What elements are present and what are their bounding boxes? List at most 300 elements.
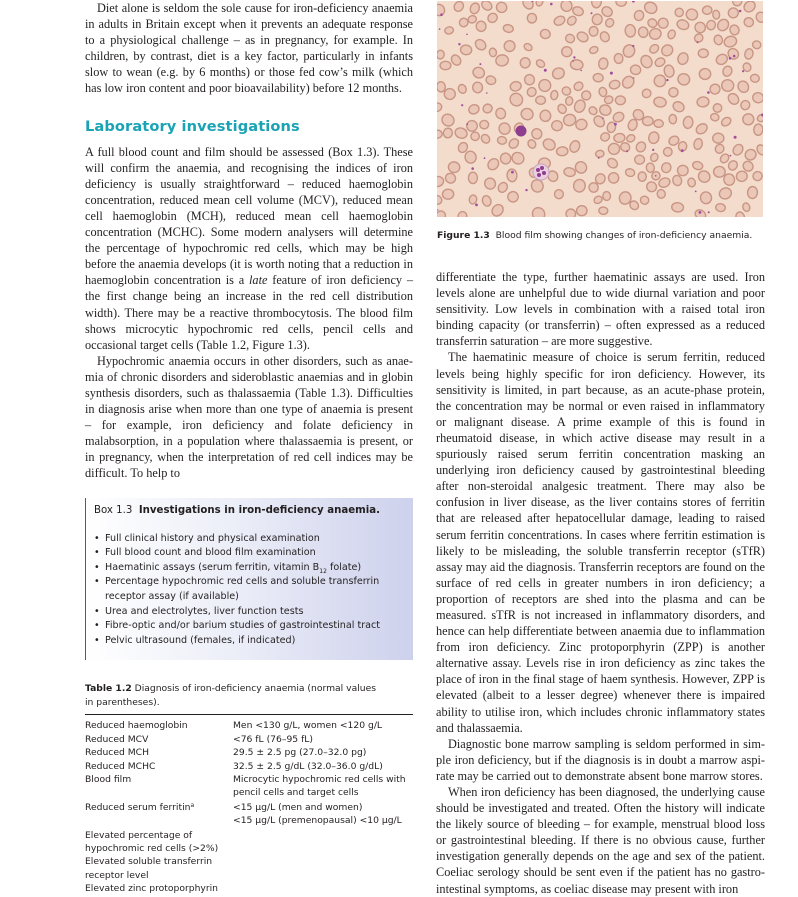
red-cell bbox=[598, 86, 608, 97]
red-cell bbox=[731, 143, 745, 157]
platelet bbox=[614, 123, 617, 126]
red-cell bbox=[608, 143, 621, 155]
red-cell bbox=[606, 156, 620, 169]
table-row bbox=[85, 733, 413, 746]
red-cell bbox=[639, 54, 654, 70]
red-cell bbox=[660, 161, 672, 174]
platelet bbox=[486, 92, 488, 94]
figure-label: Figure 1.3 bbox=[437, 230, 490, 241]
red-cell bbox=[553, 14, 567, 27]
figure-caption bbox=[437, 229, 765, 242]
box-list-item: • Pelvic ultrasound (females, if indicated) bbox=[94, 634, 405, 649]
red-cell bbox=[646, 163, 655, 173]
red-cell bbox=[642, 89, 652, 99]
red-cell bbox=[496, 181, 509, 194]
red-cell bbox=[728, 24, 740, 37]
platelet bbox=[437, 209, 438, 210]
platelet bbox=[475, 204, 478, 207]
platelet bbox=[734, 136, 737, 139]
red-cell bbox=[720, 116, 733, 128]
red-cell bbox=[577, 206, 587, 216]
red-cell bbox=[615, 95, 626, 105]
red-cell bbox=[741, 112, 757, 128]
red-cell bbox=[486, 157, 501, 172]
platelet bbox=[479, 63, 481, 65]
platelet bbox=[511, 171, 514, 174]
red-cell bbox=[452, 1, 465, 13]
red-cell bbox=[702, 6, 712, 15]
platelet bbox=[707, 91, 710, 94]
red-cell bbox=[676, 18, 690, 31]
red-cell bbox=[480, 120, 489, 129]
red-cell bbox=[444, 172, 457, 185]
table-label: Table 1.2 bbox=[85, 683, 132, 695]
red-cell bbox=[454, 126, 469, 140]
red-cell bbox=[526, 86, 538, 98]
table-cell-parameter: Blood film bbox=[85, 773, 132, 785]
platelet bbox=[458, 43, 460, 45]
red-cell bbox=[563, 167, 576, 178]
table-cell-value: Men <130 g/L, women <120 g/L bbox=[233, 720, 383, 732]
red-cell bbox=[612, 111, 626, 124]
red-cell bbox=[437, 176, 444, 188]
platelet bbox=[730, 155, 732, 157]
red-cell bbox=[519, 57, 530, 69]
red-cell bbox=[495, 1, 509, 14]
table-caption bbox=[85, 682, 385, 710]
red-cell bbox=[571, 5, 584, 17]
platelet bbox=[699, 211, 702, 214]
neutrophil-nucleus-lobe bbox=[540, 166, 544, 170]
red-cell bbox=[693, 20, 708, 35]
table-cell-value bbox=[233, 801, 413, 828]
table-row bbox=[85, 773, 413, 800]
table-cell-parameter: Reduced MCH bbox=[85, 747, 149, 759]
red-cell bbox=[530, 178, 545, 194]
red-cell bbox=[607, 171, 620, 184]
red-cell bbox=[696, 96, 709, 107]
red-cell bbox=[447, 161, 460, 174]
red-cell bbox=[467, 15, 477, 25]
red-cell bbox=[550, 90, 559, 100]
red-cell bbox=[692, 160, 704, 170]
platelet bbox=[681, 149, 684, 152]
red-cell bbox=[646, 17, 658, 29]
platelet bbox=[602, 117, 604, 119]
platelet bbox=[461, 104, 463, 106]
platelet bbox=[572, 60, 574, 62]
red-cell bbox=[556, 146, 568, 156]
red-cell bbox=[742, 202, 751, 212]
red-cell bbox=[752, 92, 763, 104]
red-cell bbox=[593, 73, 604, 82]
red-cell bbox=[481, 103, 493, 115]
red-cell bbox=[457, 83, 468, 94]
table-cell-parameter bbox=[85, 801, 227, 828]
red-cell bbox=[554, 189, 564, 199]
red-cell bbox=[752, 40, 762, 49]
red-cell bbox=[510, 150, 526, 166]
red-cell bbox=[643, 1, 659, 16]
red-cell bbox=[494, 107, 507, 120]
red-cell bbox=[710, 113, 720, 122]
neutrophil-nucleus-lobe bbox=[536, 168, 540, 172]
table-row bbox=[85, 746, 413, 759]
platelet bbox=[652, 149, 654, 151]
red-cell bbox=[523, 73, 536, 86]
figure-caption-text: Blood film showing changes of iron-deficiency anaemia. bbox=[495, 230, 753, 241]
box-list-item: • Urea and electrolytes, liver function tests bbox=[94, 605, 405, 620]
box-list bbox=[94, 532, 405, 649]
red-cell bbox=[437, 102, 443, 113]
red-cell bbox=[535, 96, 545, 105]
red-cell bbox=[619, 141, 631, 153]
box-list-item: • Percentage hypochromic red cells and soluble transferrin receptor assay (if available) bbox=[94, 575, 405, 604]
red-cell bbox=[437, 209, 447, 217]
red-cell bbox=[572, 80, 584, 92]
red-cell bbox=[674, 7, 684, 17]
red-cell bbox=[683, 116, 694, 129]
right-column bbox=[436, 0, 765, 897]
neutrophil-nucleus-lobe bbox=[542, 171, 546, 175]
table-caption-text: Diagnosis of iron-deficiency anaemia (normal values in parentheses). bbox=[85, 683, 377, 709]
red-cell bbox=[676, 72, 691, 87]
red-cell bbox=[472, 82, 482, 93]
red-cell bbox=[649, 152, 659, 163]
platelet bbox=[440, 13, 443, 16]
red-cell bbox=[561, 85, 572, 96]
red-cell bbox=[620, 74, 636, 90]
table-cell-parameter: Elevated soluble transferrin receptor level bbox=[85, 856, 213, 881]
red-cell bbox=[473, 37, 488, 52]
platelet bbox=[525, 189, 527, 191]
red-cell bbox=[635, 155, 645, 164]
red-cell bbox=[693, 32, 704, 43]
red-cell bbox=[575, 118, 589, 131]
red-cell bbox=[486, 11, 499, 24]
table-cell-parameter: Elevated percentage of hypochromic red cells (>2%) bbox=[85, 829, 219, 854]
platelet bbox=[573, 56, 575, 58]
red-cell bbox=[592, 114, 607, 129]
box-item-suffix: folate) bbox=[326, 561, 362, 573]
red-cell bbox=[442, 189, 454, 200]
red-cell bbox=[521, 1, 535, 11]
red-cell bbox=[480, 133, 492, 145]
red-cell bbox=[551, 120, 563, 132]
platelet bbox=[466, 34, 468, 36]
red-cell bbox=[573, 179, 586, 193]
red-cell bbox=[551, 66, 567, 81]
red-cell bbox=[706, 19, 717, 31]
red-cell bbox=[600, 5, 614, 19]
red-cell bbox=[509, 80, 522, 92]
red-cell bbox=[685, 8, 699, 22]
red-cell bbox=[743, 147, 758, 162]
red-cell bbox=[721, 65, 733, 78]
red-cell bbox=[630, 65, 641, 76]
red-cell bbox=[626, 133, 637, 143]
platelet bbox=[739, 10, 742, 13]
red-cell bbox=[506, 190, 521, 205]
table-row bbox=[85, 801, 413, 828]
red-cell bbox=[469, 194, 478, 204]
box-list-item: • Fibre-optic and/or barium studies of gastrointestinal tract bbox=[94, 619, 405, 634]
red-cell bbox=[736, 79, 751, 94]
platelet bbox=[697, 41, 699, 43]
footnote-marker: a bbox=[190, 801, 195, 809]
red-cell bbox=[530, 127, 543, 141]
lymphocyte bbox=[516, 126, 527, 137]
box-list-item-haematinic bbox=[94, 561, 405, 576]
red-cell bbox=[444, 26, 454, 35]
box-list-item: • Full blood count and blood film examination bbox=[94, 546, 405, 561]
red-cell bbox=[671, 100, 686, 114]
lab-paragraph-part-a: A full blood count and film should be assessed (Box 1.3). These will confirm the anaemia, and recognising the indices of iron deficiency is usually straightforward – reduced haemoglobin concentration, reduced mean cell volume (MCV), reduced mean cell haemoglobin (MCH), reduced mean cell haemoglobin concentration (MCHC). Some modern analysers will determine the percentage of hypochromic red cells, which may be high before the anaemia develops (it is worth noting that a reduction in haemoglobin concentration is a bbox=[85, 144, 413, 288]
red-cell bbox=[460, 44, 472, 55]
table-cell-value-line1: <15 µg/L (men and women) bbox=[233, 801, 363, 813]
red-cell bbox=[715, 203, 725, 212]
red-cell bbox=[457, 210, 468, 217]
red-cell bbox=[754, 11, 763, 24]
red-cell bbox=[676, 51, 690, 66]
hypochromic-paragraph: Hypochromic anaemia occurs in other disorders, such as anaemia of chronic disorders and sideroblastic anaemias and in globin synthesis disorders, such as thalassaemia (Table 1.3). Difficulties in diagnosis arise when more than one type of anaemia is present – for example, iron deficiency and folate deficiency in malabsorption, in a population where thalassaemia is present, or in pregnancy, when the interpretation of red cell indices may be difficult. To help to bbox=[85, 353, 413, 481]
red-cell bbox=[648, 131, 661, 145]
platelet bbox=[471, 167, 474, 170]
table-row bbox=[85, 719, 413, 732]
red-cell bbox=[520, 107, 535, 121]
table-top-rule bbox=[85, 714, 413, 715]
lab-paragraph-italic: late bbox=[249, 273, 268, 288]
platelet bbox=[484, 157, 486, 159]
red-cell bbox=[588, 182, 598, 192]
red-cell bbox=[667, 29, 677, 40]
red-cell bbox=[437, 194, 443, 205]
platelet bbox=[598, 157, 600, 159]
red-cell bbox=[537, 77, 553, 93]
lab-paragraph-part-b: feature of iron deficiency – the first change being an increase in the red cell distribution width). There may be a reactive thrombocytosis. The blood film shows microcytic hypochromic red cells, pencil cells and occasional target cells (Table 1.2, Figure 1.3). bbox=[85, 273, 413, 352]
platelet bbox=[591, 12, 593, 14]
red-cell bbox=[712, 10, 720, 20]
red-cell bbox=[638, 172, 646, 182]
red-cell bbox=[599, 131, 611, 142]
red-cell bbox=[562, 47, 573, 57]
cause-paragraph: When iron deficiency has been diagnosed, the underlying cause should be investigated and treated. Often the history will indicate the likely source of bleeding – for example, menstrual blood loss or gastrointestinal bleeding. If there is no obvious cause, further investigation generally depends on the age and sex of the patient. Coeliac serology should be sent even if the patient has no gastrointestinal symptoms, as coeliac disease may present with iron bbox=[436, 785, 765, 896]
red-cell bbox=[751, 170, 763, 182]
platelet bbox=[544, 69, 547, 72]
red-cell bbox=[497, 136, 507, 145]
platelet bbox=[655, 175, 657, 177]
red-cell bbox=[564, 207, 578, 217]
red-cell bbox=[489, 47, 498, 57]
red-cell bbox=[614, 53, 623, 64]
red-cell bbox=[653, 96, 667, 108]
red-cell bbox=[718, 186, 734, 201]
red-cell bbox=[735, 170, 748, 182]
red-cell bbox=[507, 91, 525, 109]
box-label: Box 1.3 bbox=[94, 504, 133, 516]
red-cell bbox=[467, 103, 480, 115]
red-cell bbox=[663, 64, 675, 78]
red-cell bbox=[523, 42, 534, 52]
red-cell bbox=[711, 102, 723, 114]
lab-investigations-paragraph bbox=[85, 144, 413, 353]
red-cell bbox=[503, 40, 515, 52]
red-cell bbox=[527, 13, 536, 23]
box-list-item: • Full clinical history and physical examination bbox=[94, 532, 405, 547]
platelet bbox=[466, 123, 468, 125]
box-title bbox=[94, 504, 405, 518]
red-cell bbox=[634, 140, 647, 153]
red-cell bbox=[440, 112, 457, 129]
red-cell bbox=[540, 29, 552, 40]
red-cell bbox=[591, 13, 604, 26]
red-cell bbox=[595, 150, 604, 158]
red-cell bbox=[598, 103, 612, 116]
red-cell bbox=[530, 205, 547, 217]
platelet bbox=[610, 72, 613, 75]
red-cell bbox=[750, 74, 760, 83]
red-cell bbox=[714, 52, 729, 66]
red-cell bbox=[466, 120, 478, 132]
intro-paragraph: Diet alone is seldom the sole cause for iron-deficiency anaemia in adults in Britain except when it prevents an adequate response to a physiological challenge – as in pregnancy, for example. In children, by contrast, diet is a key factor, particularly in infants slow to wean (e.g. by 6 months) or those fed cow’s milk (which has low iron content and poor bioavailability) before 12 months. bbox=[85, 1, 413, 96]
red-cell bbox=[648, 27, 662, 41]
red-cell bbox=[469, 130, 481, 142]
table-cell-value-line2: <15 µg/L (premenopausal) <10 µg/L bbox=[233, 815, 402, 827]
red-cell bbox=[598, 58, 608, 70]
platelet bbox=[708, 211, 710, 213]
blood-film-figure bbox=[437, 1, 763, 217]
red-cell bbox=[727, 6, 740, 19]
platelet bbox=[632, 1, 635, 3]
red-cell bbox=[656, 189, 666, 199]
red-cell bbox=[437, 81, 446, 92]
red-cell bbox=[589, 26, 599, 37]
red-cell bbox=[727, 159, 739, 172]
table-row bbox=[85, 855, 413, 882]
diagnosis-table bbox=[85, 719, 413, 895]
red-cell bbox=[468, 172, 477, 184]
table-cell-parameter-text: Reduced serum ferritin bbox=[85, 801, 191, 813]
platelet bbox=[626, 150, 628, 152]
red-cell bbox=[657, 17, 670, 30]
red-cell bbox=[671, 202, 684, 212]
left-column bbox=[85, 0, 413, 896]
platelet bbox=[729, 57, 732, 60]
red-cell bbox=[621, 43, 636, 59]
red-cell bbox=[464, 150, 477, 164]
red-cell bbox=[642, 116, 653, 125]
red-cell bbox=[726, 46, 741, 61]
red-cell bbox=[677, 165, 688, 176]
red-cell bbox=[443, 128, 453, 139]
red-cell bbox=[613, 133, 625, 143]
red-cell bbox=[753, 124, 763, 136]
table-cell-value: 32.5 ± 2.5 g/dL (32.0–36.0 g/dL) bbox=[233, 760, 383, 772]
red-cell bbox=[726, 91, 741, 106]
table-row bbox=[85, 882, 413, 895]
red-cell bbox=[744, 48, 754, 60]
red-cell bbox=[693, 138, 703, 151]
red-cell bbox=[659, 43, 674, 58]
right-column-text bbox=[436, 269, 765, 897]
red-cell bbox=[593, 195, 604, 205]
red-cell bbox=[535, 58, 546, 69]
table-row bbox=[85, 829, 413, 856]
red-cell bbox=[566, 15, 578, 27]
platelet bbox=[666, 79, 668, 81]
red-cell bbox=[573, 98, 588, 114]
section-heading-laboratory-investigations: Laboratory investigations bbox=[85, 117, 300, 135]
red-cell bbox=[713, 133, 724, 143]
red-cell bbox=[495, 54, 509, 67]
neutrophil-nucleus-lobe bbox=[537, 173, 541, 177]
red-cell bbox=[743, 17, 755, 28]
red-cell bbox=[713, 34, 723, 45]
red-cell bbox=[598, 207, 608, 215]
red-cell bbox=[591, 1, 602, 8]
red-cell bbox=[437, 50, 445, 60]
red-cell bbox=[541, 137, 557, 152]
box-heading: Investigations in iron-deficiency anaemia. bbox=[138, 504, 381, 516]
platelet bbox=[580, 70, 582, 72]
red-cell bbox=[698, 49, 708, 58]
red-cell bbox=[687, 177, 696, 187]
red-cell bbox=[499, 152, 512, 165]
red-cell bbox=[708, 83, 721, 96]
red-cell bbox=[475, 20, 487, 33]
red-cell bbox=[719, 152, 731, 164]
platelet bbox=[742, 70, 744, 72]
red-cell bbox=[437, 129, 443, 138]
red-cell bbox=[507, 137, 520, 150]
ferritin-paragraph: The haematinic measure of choice is serum ferritin, reduced levels being highly specific for iron deficiency. However, its sensitivity is limited, in part because, as an acute-phase protein, the concentration may be normal or even raised in inflammatory or malignant disease. A prime example of this is found in rheumatoid disease, in which active disease may result in a spuriously raised serum ferritin concentration masking an underlying iron deficiency caused by gastrointestinal bleeding after non-steroidal analgesic treatment. There may also be confusion in liver disease, as the liver contains stores of ferritin that are released after hepatocellular damage, leading to raised serum ferritin concentrations. In cases where ferritin estimation is likely to be misleading, the soluble transferrin receptor (sTfR) assay may aid the diagnosis. Transferrin receptors are found on the surface of red cells in greater numbers in iron deficiency; a proportion of receptors are shed into the plasma and can be measured. sTfR is not increased in inflammatory disorders, and hence can help differentiate between anaemia due to inflammation from iron deficiency. Zinc protoporphyrin (ZPP) is another alternative assay. Levels rise in iron deficiency as zinc takes the place of iron in the final stage of haem synthesis. However, ZPP is elevated (albeit to a lesser degree) whenever there is impaired ability to utilise iron, which includes chronic inflammatory states and thalassaemia. bbox=[436, 350, 765, 735]
red-cell bbox=[485, 75, 497, 86]
red-cell bbox=[556, 103, 568, 115]
table-cell-parameter: Elevated zinc protoporphyrin bbox=[85, 883, 218, 895]
red-cell bbox=[662, 146, 673, 157]
red-cell bbox=[672, 174, 683, 186]
red-cell bbox=[625, 168, 636, 177]
red-cell bbox=[575, 30, 589, 44]
red-cell bbox=[490, 202, 506, 217]
red-cell bbox=[608, 79, 621, 90]
red-cell bbox=[564, 33, 575, 44]
red-cell bbox=[739, 99, 751, 111]
table-cell-value bbox=[233, 829, 413, 856]
red-cell bbox=[559, 1, 574, 13]
red-cell bbox=[483, 176, 498, 191]
red-cell bbox=[568, 139, 581, 154]
red-cell bbox=[562, 113, 577, 127]
table-cell-value: Microcytic hypochromic red cells with pencil cells and target cells bbox=[233, 773, 406, 799]
red-cell bbox=[667, 86, 680, 99]
red-cell bbox=[480, 1, 494, 12]
red-cell bbox=[654, 75, 667, 88]
box-investigations bbox=[85, 498, 413, 661]
red-cell bbox=[721, 79, 734, 92]
red-cell bbox=[615, 1, 627, 7]
red-cell bbox=[471, 65, 486, 79]
red-cell bbox=[440, 61, 451, 70]
red-cell bbox=[696, 169, 712, 185]
table-cell-parameter: Reduced MCV bbox=[85, 733, 149, 745]
red-cell bbox=[587, 105, 598, 116]
red-cell bbox=[742, 1, 757, 14]
red-cell bbox=[565, 96, 573, 105]
red-cell bbox=[535, 1, 544, 7]
table-cell-value: 29.5 ± 2.5 pg (27.0–32.0 pg) bbox=[233, 747, 367, 759]
table-cell-value bbox=[233, 855, 413, 882]
